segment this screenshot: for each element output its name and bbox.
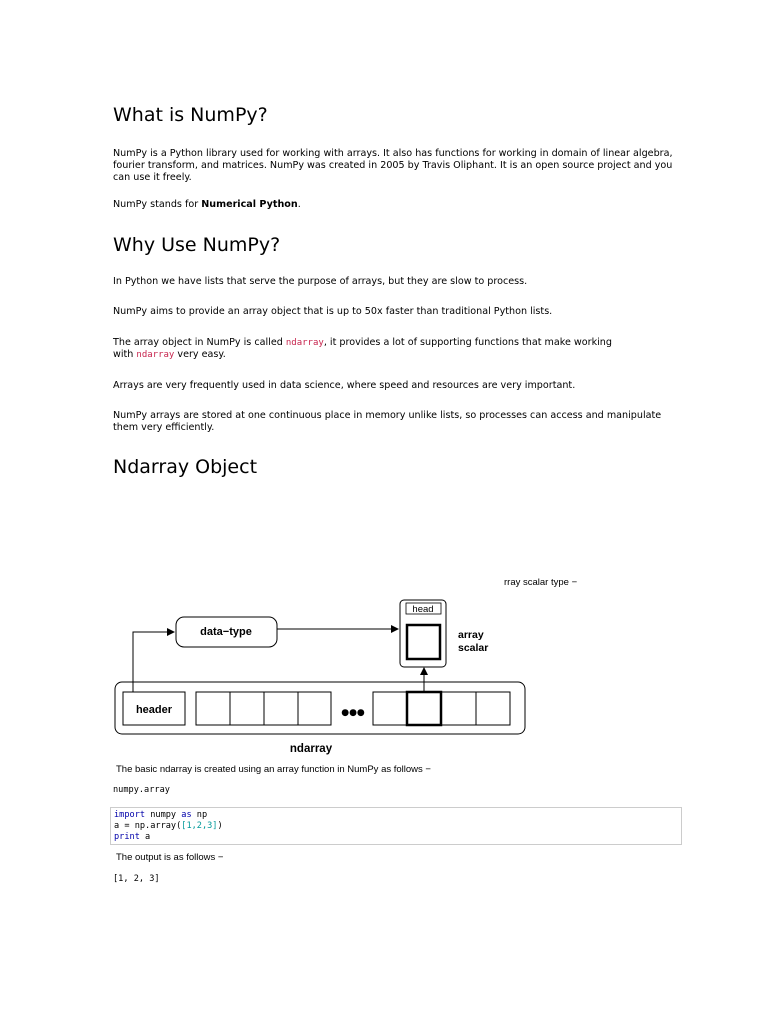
array-scalar-cell: [407, 625, 440, 659]
code-text-3: a = np.array(: [114, 821, 182, 831]
array-scalar-label-1: array: [458, 629, 484, 641]
paragraph-lists-slow: In Python we have lists that serve the purpose of arrays, but they are slow to process.: [113, 276, 528, 287]
stands-for-prefix: NumPy stands for: [113, 199, 202, 210]
code-text-1: numpy: [145, 810, 182, 820]
output-value: [1, 2, 3]: [113, 874, 160, 884]
heading-why-use-numpy: Why Use NumPy?: [113, 234, 281, 256]
code-block: [110, 807, 682, 845]
heading-what-is-numpy: What is NumPy?: [113, 104, 268, 126]
head-label: head: [412, 604, 434, 615]
array-scalar-label-2: scalar: [458, 642, 489, 654]
code-line-1: [114, 810, 207, 820]
caption-array-function: The basic ndarray is created using an array function in NumPy as follows −: [116, 764, 431, 775]
paragraph-50x-faster: NumPy aims to provide an array object that is up to 50x faster than traditional Python lists.: [113, 306, 553, 317]
code-args: [1,2,3]: [181, 821, 218, 831]
data-type-label: data−type: [200, 626, 252, 638]
ndarray-code-1: ndarray: [285, 338, 324, 348]
stands-for-bold: Numerical Python: [201, 199, 298, 210]
paragraph-stands-for: [113, 199, 683, 211]
ndarray-label: ndarray: [289, 743, 333, 755]
ndarray-text-4: very easy.: [174, 349, 226, 360]
code-text-2: np: [191, 810, 208, 820]
ndarray-text-1: The array object in NumPy is called: [113, 337, 286, 348]
ndarray-diagram: [113, 596, 533, 762]
ellipsis-dots: ●●●: [341, 708, 365, 718]
code-kw-print: print: [114, 832, 140, 842]
code-kw-import: import: [114, 810, 146, 820]
paragraph-ndarray-intro: [113, 337, 683, 361]
highlighted-cell: [407, 692, 441, 725]
paragraph-memory: NumPy arrays are stored at one continuous place in memory unlike lists, so processes can access and manipulate them very efficiently.: [113, 410, 662, 433]
stands-for-suffix: .: [297, 199, 301, 210]
paragraph-data-science: Arrays are very frequently used in data science, where speed and resources are very important.: [113, 380, 576, 391]
ndarray-text-3: with: [113, 349, 137, 360]
code-line-3: [114, 832, 150, 842]
arrow-header-to-datatype: [133, 632, 174, 692]
ndarray-code-2: ndarray: [136, 350, 175, 360]
inline-code-numpy-array: numpy.array: [113, 785, 170, 795]
code-text-5: a: [139, 832, 151, 842]
ndarray-text-2: , it provides a lot of supporting functions that make working: [323, 337, 612, 348]
code-kw-as: as: [181, 810, 192, 820]
caption-output: The output is as follows −: [116, 852, 224, 863]
header-label: header: [135, 704, 173, 716]
heading-ndarray-object: Ndarray Object: [113, 456, 258, 478]
code-text-4: ): [217, 821, 223, 831]
code-line-2: [114, 821, 223, 831]
paragraph-intro: NumPy is a Python library used for working with arrays. It also has functions for working in domain of linear algebra, fourier transform, and matrices. NumPy was created in 2005 by Travis Oliphant. It is an open source project and you can use it freely.: [113, 148, 673, 183]
array-scalar-type-fragment: rray scalar type −: [504, 577, 578, 588]
